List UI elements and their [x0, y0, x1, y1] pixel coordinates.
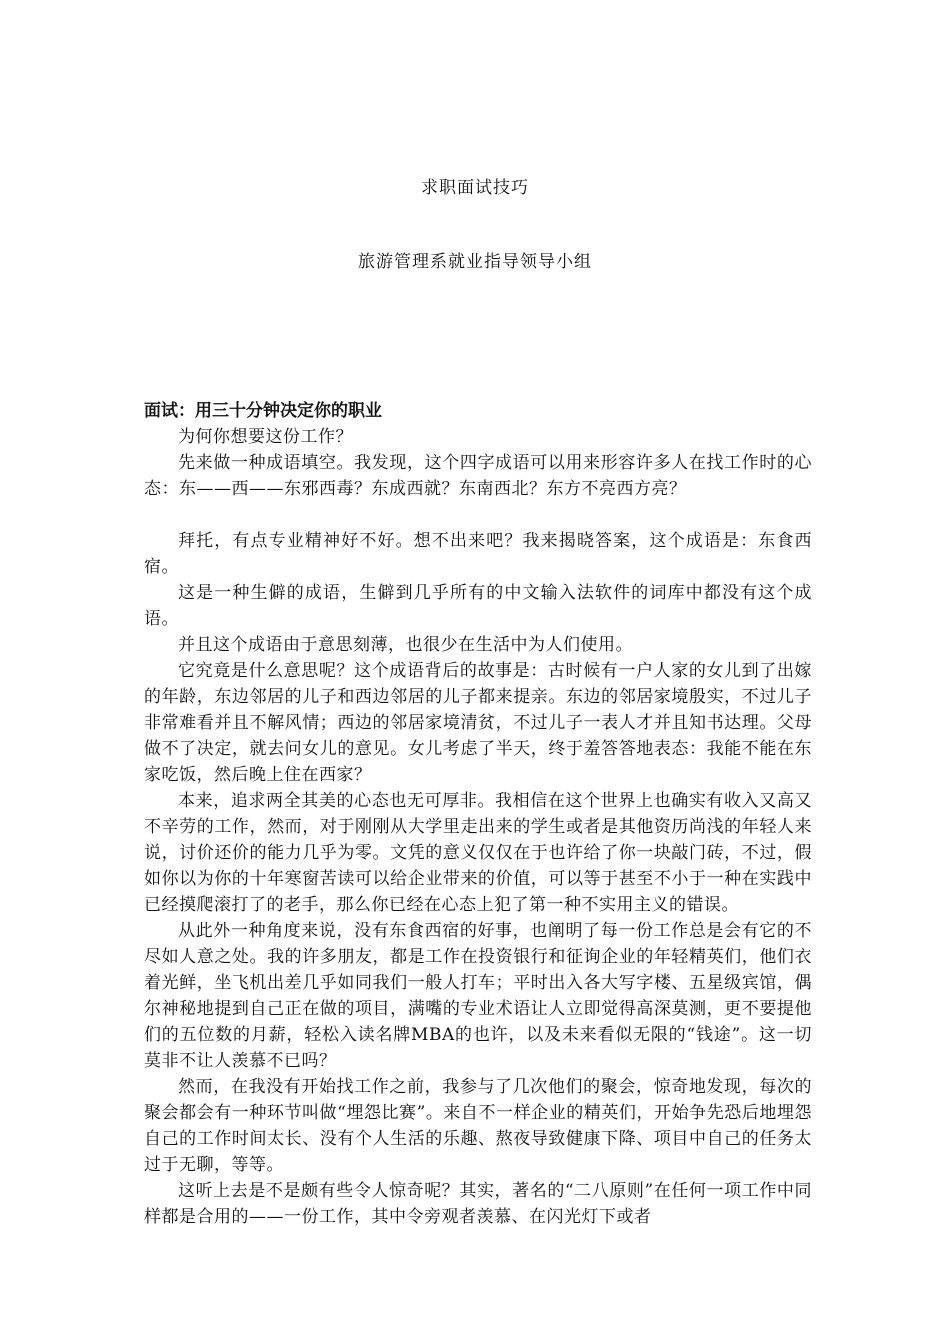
- section-heading: 面试：用三十分钟决定你的职业: [144, 401, 382, 421]
- paragraph: 它究竟是什么意思呢？这个成语背后的故事是：古时候有一户人家的女儿到了出嫁的年龄，东边邻居的儿子和西边邻居的儿子都来提亲。东边的邻居家境殷实，不过儿子非常难看并且不解风情；西边的邻居家境清贫，不过儿子一表人才并且知书达理。父母做不了决定，就去问女儿的意见。女儿考虑了半天，终于羞答答地表态：我能不能在东家吃饭，然后晚上住在西家？: [144, 661, 812, 785]
- paragraph: 本来，追求两全其美的心态也无可厚非。我相信在这个世界上也确实有收入又高又不辛劳的工作，然而，对于刚刚从大学里走出来的学生或者是其他资历尚浅的年轻人来说，讨价还价的能力几乎为零。文凭的意义仅仅在于也许给了你一块敲门砖，不过，假如你以为你的十年寒窗苦读可以给企业带来的价值，可以等于甚至不小于一种在实践中已经摸爬滚打了的老手，那么你已经在心态上犯了第一种不实用主义的错误。: [144, 791, 812, 915]
- paragraph: 为何你想要这份工作？: [178, 427, 353, 447]
- paragraph: 这听上去是不是颇有些令人惊奇呢？其实，著名的“二八原则”在任何一项工作中同样都是合用的——一份工作，其中令旁观者羡慕、在闪光灯下或者: [144, 1181, 812, 1227]
- paragraph: 这是一种生僻的成语，生僻到几乎所有的中文输入法软件的词库中都没有这个成语。: [144, 583, 812, 629]
- paragraph: 从此外一种角度来说，没有东食西宿的好事，也阐明了每一份工作总是会有它的不尽如人意之处。我的许多朋友，都是工作在投资银行和征询企业的年轻精英们，他们衣着光鲜，坐飞机出差几乎如同我们一般人打车；平时出入各大写字楼、五星级宾馆，偶尔神秘地提到自己正在做的项目，满嘴的专业术语让人立即觉得高深莫测，更不要提他们的五位数的月薪，轻松入读名牌MBA的也许，以及未来看似无限的“钱途”。这一切莫非不让人羡慕不已吗？: [144, 921, 812, 1071]
- paragraph: 然而，在我没有开始找工作之前，我参与了几次他们的聚会，惊奇地发现，每次的聚会都会有一种环节叫做“埋怨比赛”。来自不一样企业的精英们，开始争先恐后地埋怨自己的工作时间太长、没有个人生活的乐趣、熬夜导致健康下降、项目中自己的任务太过于无聊，等等。: [144, 1077, 812, 1175]
- document-title: 求职面试技巧: [421, 178, 529, 198]
- paragraph: 并且这个成语由于意思刻薄，也很少在生活中为人们使用。: [178, 635, 633, 655]
- paragraph: 先来做一种成语填空。我发现，这个四字成语可以用来形容许多人在找工作时的心态：东——西——东邪西毒？东成西就？东南西北？东方不亮西方亮？: [144, 453, 812, 499]
- document-subtitle: 旅游管理系就业指导领导小组: [358, 252, 592, 272]
- paragraph: 拜托，有点专业精神好不好。想不出来吧？我来揭晓答案，这个成语是：东食西宿。: [144, 531, 812, 577]
- document-body: [144, 398, 812, 1230]
